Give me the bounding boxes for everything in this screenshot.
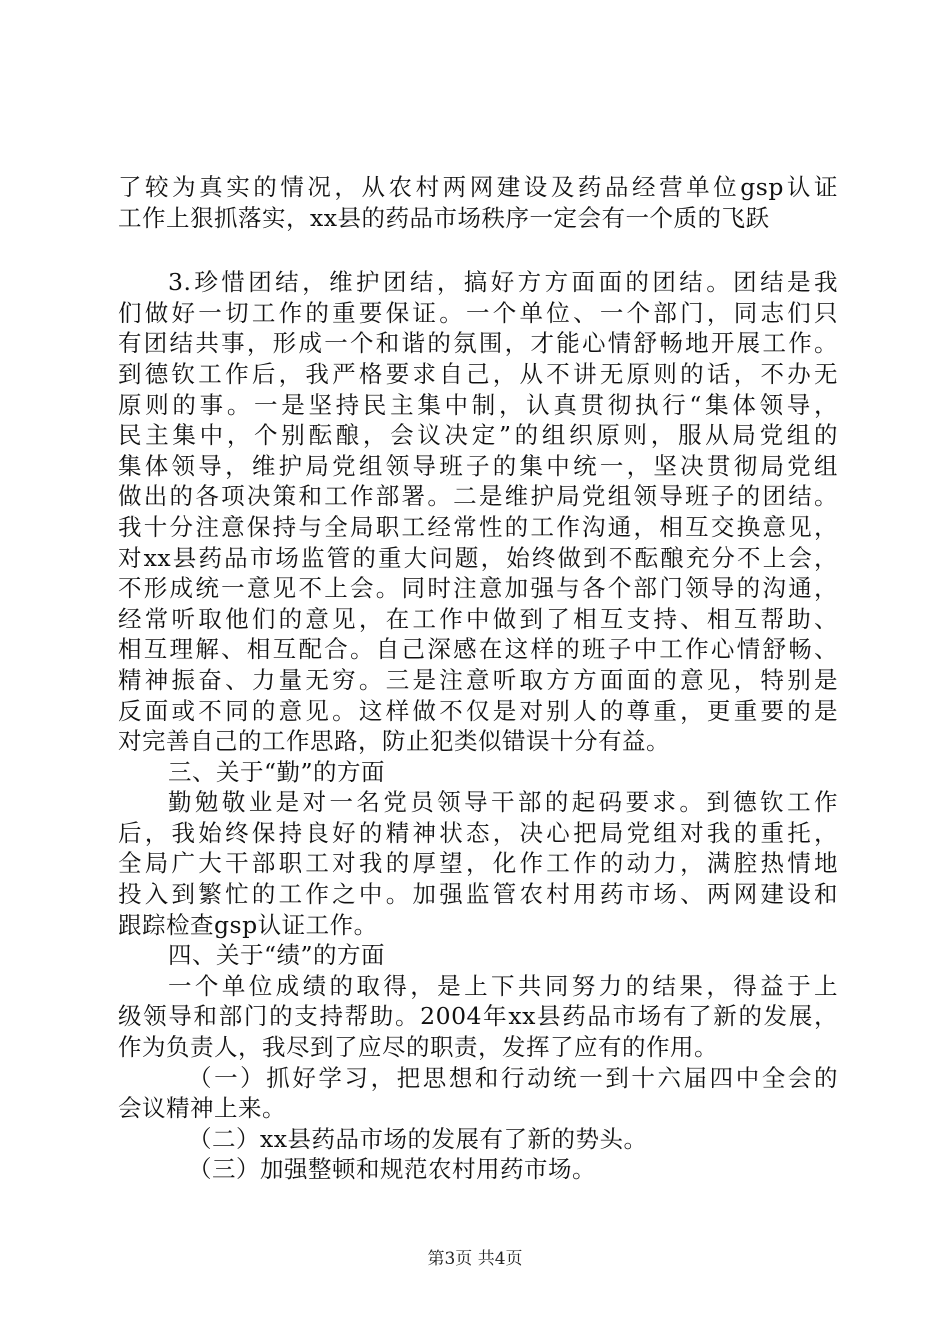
text-line: 作为负责人，我尽到了应尽的职责，发挥了应有的作用。 — [118, 1033, 718, 1062]
paragraph — [118, 267, 838, 757]
text-line: 投入到繁忙的工作之中。加强监管农村用药市场、两网建设和 — [118, 880, 838, 909]
paragraph — [118, 1063, 838, 1124]
paragraph — [118, 1124, 838, 1155]
text-line: 级领导和部门的支持帮助。2004年xx县药品市场有了新的发展， — [118, 1002, 838, 1031]
text-line: 不形成统一意见不上会。同时注意加强与各个部门领导的沟通， — [118, 574, 838, 603]
text-line: 我十分注意保持与全局职工经常性的工作沟通，相互交换意见， — [118, 512, 838, 541]
text-line: 集体领导，维护局党组领导班子的集中统一，坚决贯彻局党组 — [118, 451, 838, 480]
paragraph-gap — [118, 233, 838, 267]
text-line: 跟踪检查gsp认证工作。 — [118, 910, 378, 939]
paragraph — [118, 940, 838, 971]
text-line: 经常听取他们的意见，在工作中做到了相互支持、相互帮助、 — [118, 604, 838, 633]
text-line: 们做好一切工作的重要保证。一个单位、一个部门，同志们只 — [118, 298, 838, 327]
text-line: 勤勉敬业是对一名党员领导干部的起码要求。到德钦工作 — [168, 788, 838, 817]
text-line: 四、关于“绩”的方面 — [168, 941, 386, 970]
text-line: （三）加强整顿和规范农村用药市场。 — [188, 1155, 596, 1184]
text-line: 工作上狠抓落实，xx县的药品市场秩序一定会有一个质的飞跃 — [118, 203, 770, 232]
text-line: 3.珍惜团结，维护团结，搞好方方面面的团结。团结是我 — [168, 268, 838, 297]
text-line: 三、关于“勤”的方面 — [168, 757, 386, 786]
document-body — [118, 172, 838, 1185]
text-line: 民主集中，个别酝酿，会议决定”的组织原则，服从局党组的 — [118, 421, 838, 450]
text-line: 原则的事。一是坚持民主集中制，认真贯彻执行“集体领导， — [118, 390, 838, 419]
text-line: 后，我始终保持良好的精神状态，决心把局党组对我的重托， — [118, 818, 838, 847]
text-line: 对完善自己的工作思路，防止犯类似错误十分有益。 — [118, 727, 670, 756]
text-line: 一个单位成绩的取得，是上下共同努力的结果，得益于上 — [168, 971, 838, 1000]
paragraph — [118, 971, 838, 1063]
text-line: 相互理解、相互配合。自己深感在这样的班子中工作心情舒畅、 — [118, 635, 838, 664]
page-footer: 第3页 共4页 — [427, 1249, 523, 1269]
paragraph — [118, 787, 838, 940]
paragraph — [118, 757, 838, 788]
text-line: 反面或不同的意见。这样做不仅是对别人的尊重，更重要的是 — [118, 696, 838, 725]
text-line: （一）抓好学习，把思想和行动统一到十六届四中全会的 — [188, 1063, 838, 1092]
text-line: 了较为真实的情况，从农村两网建设及药品经营单位gsp认证 — [118, 173, 838, 201]
text-line: （二）xx县药品市场的发展有了新的势头。 — [188, 1124, 648, 1153]
paragraph — [118, 172, 838, 233]
text-line: 精神振奋、力量无穷。三是注意听取方方面面的意见，特别是 — [118, 665, 838, 694]
text-line: 做出的各项决策和工作部署。二是维护局党组领导班子的团结。 — [118, 482, 838, 511]
text-line: 到德钦工作后，我严格要求自己，从不讲无原则的话，不办无 — [118, 359, 838, 388]
paragraph — [118, 1154, 838, 1185]
text-line: 对xx县药品市场监管的重大问题，始终做到不酝酿充分不上会， — [118, 543, 838, 572]
text-line: 会议精神上来。 — [118, 1094, 286, 1123]
text-line: 全局广大干部职工对我的厚望，化作工作的动力，满腔热情地 — [118, 849, 838, 878]
text-line: 有团结共事，形成一个和谐的氛围，才能心情舒畅地开展工作。 — [118, 329, 838, 358]
